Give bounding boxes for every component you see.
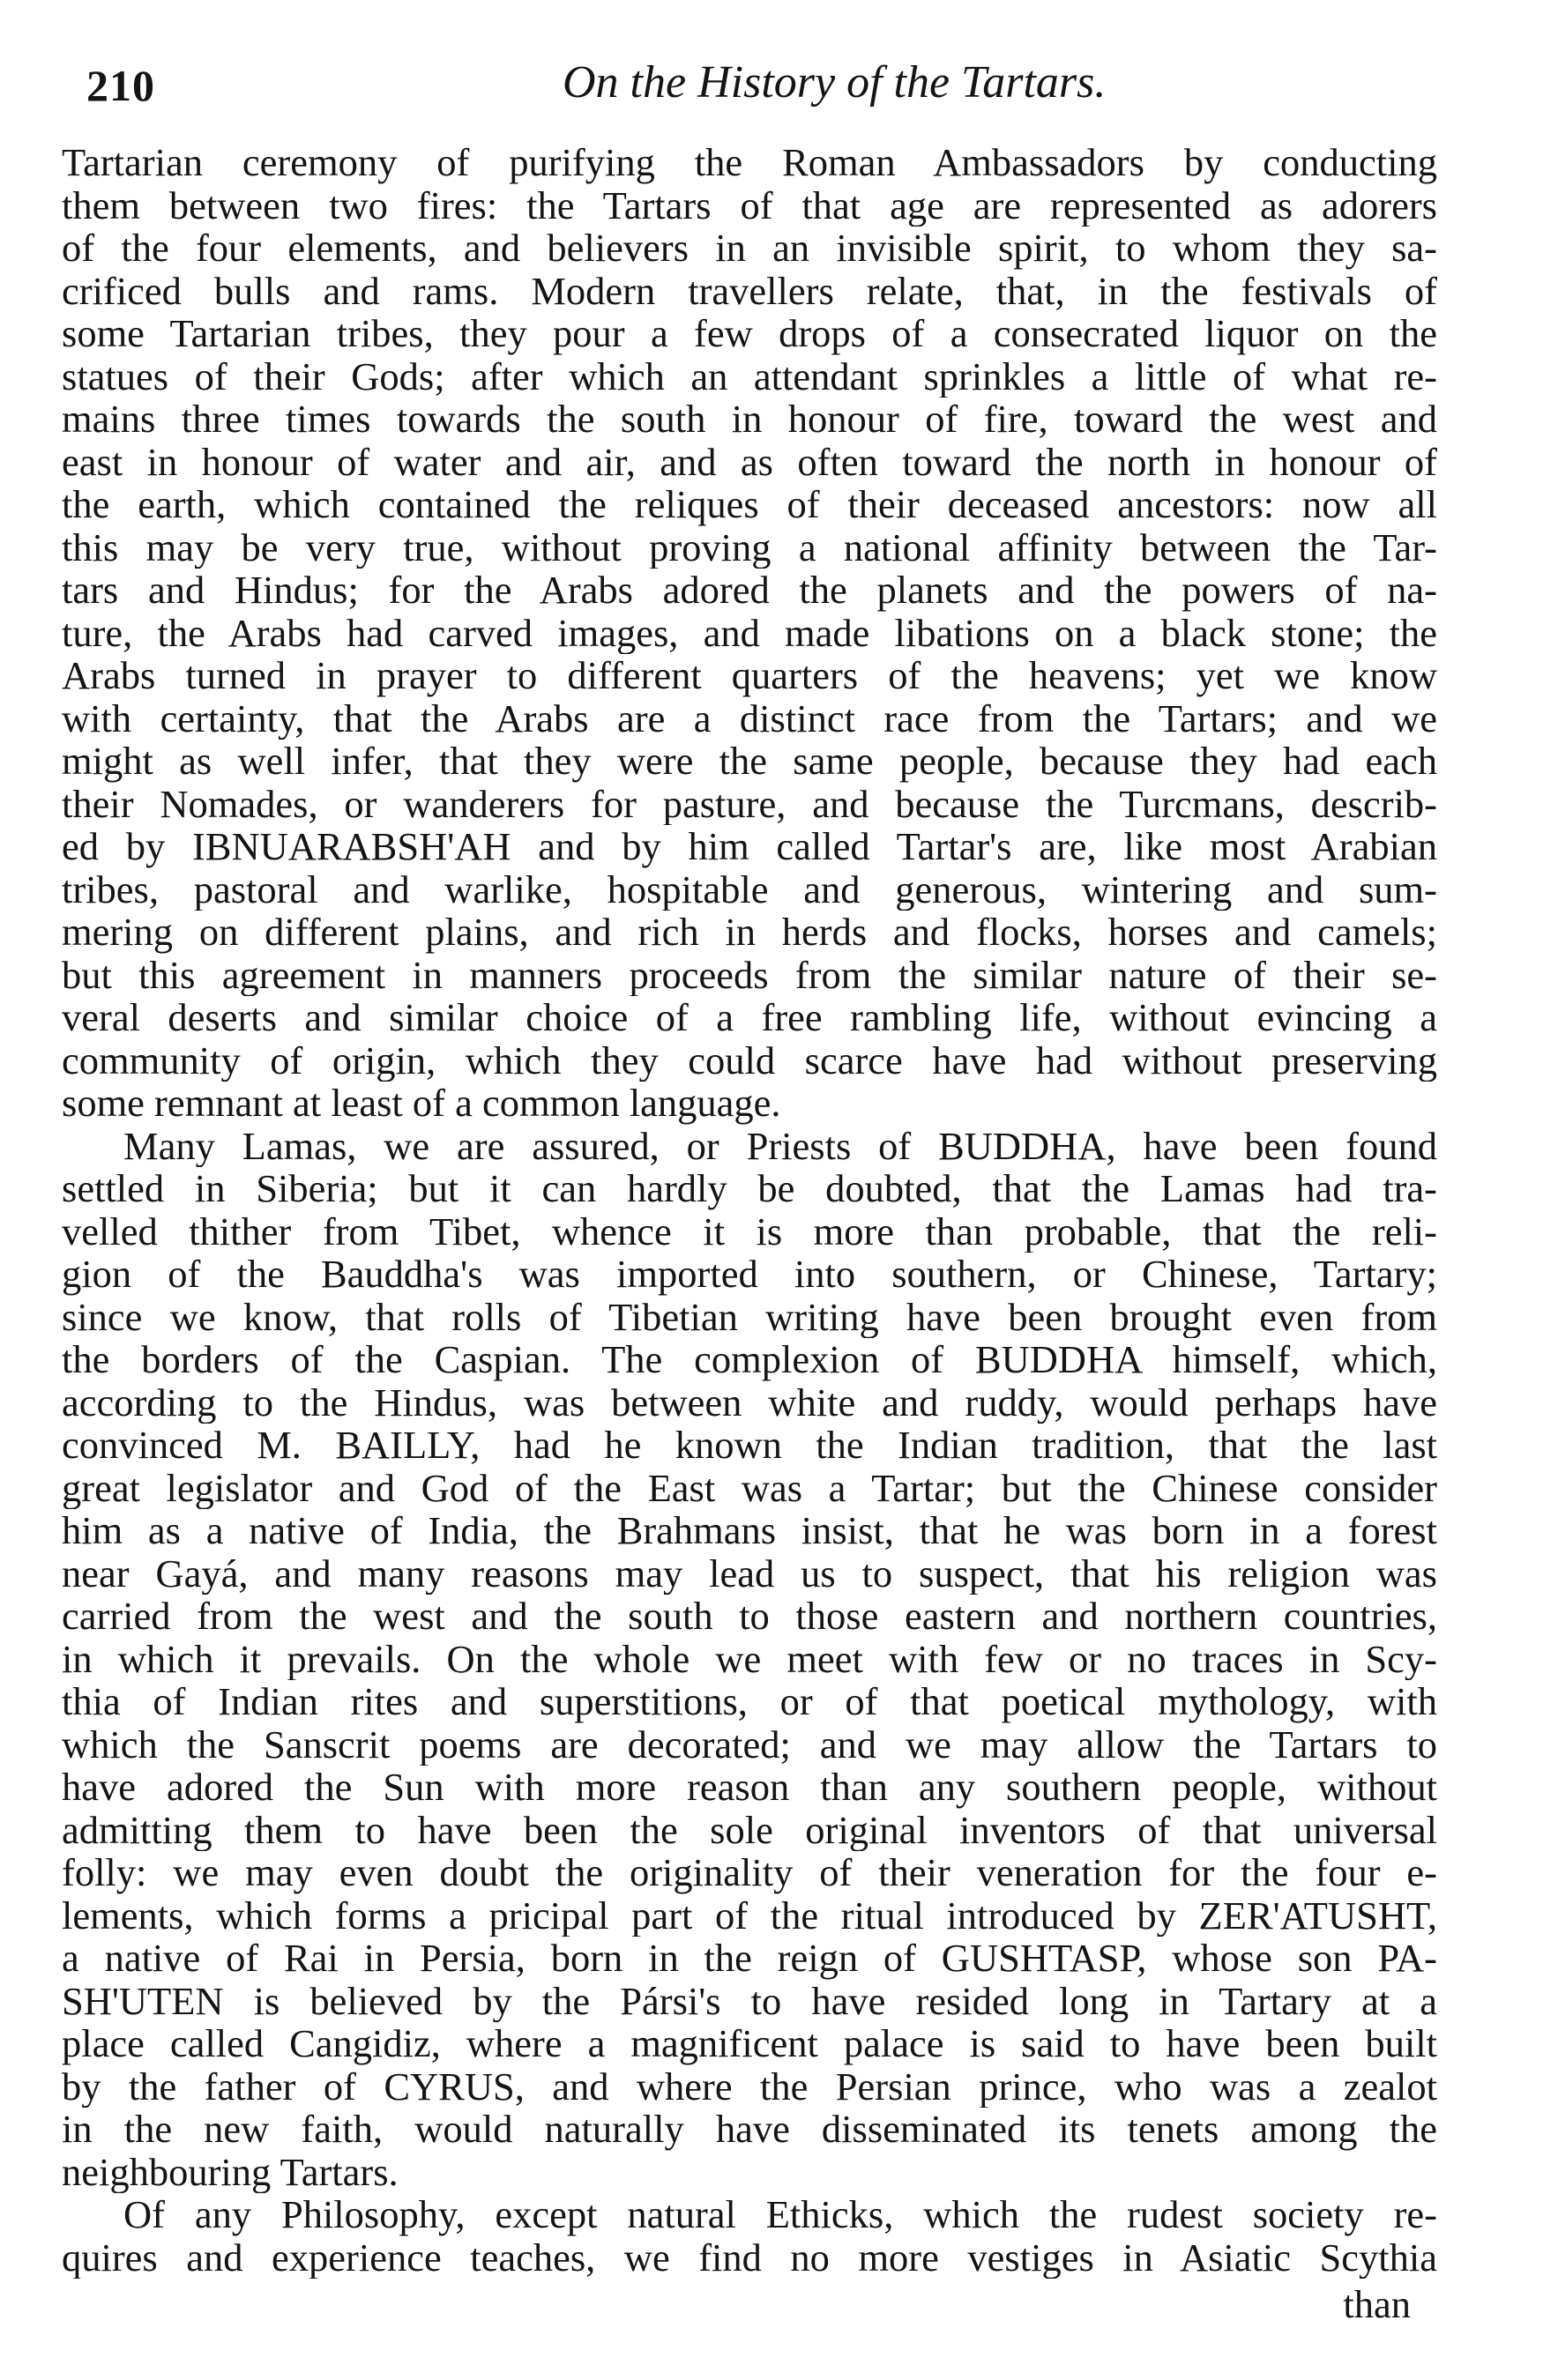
catchword: than xyxy=(1343,2282,1411,2326)
text-line: him as a native of India, the Brahmans insist, that he was born in a forest xyxy=(62,1509,1437,1552)
text-line: them between two fires: the Tartars of that age are represented as adorers xyxy=(62,183,1437,227)
text-line: their Nomades, or wanderers for pasture, and because the Turcmans, describ- xyxy=(62,782,1437,825)
paragraph-first-line: Of any Philosophy, except natural Ethicks, which the rudest society re- xyxy=(123,2193,1437,2236)
text-line: velled thither from Tibet, whence it is more than probable, that the reli- xyxy=(62,1209,1437,1253)
text-line: ture, the Arabs had carved images, and made libations on a black stone; the xyxy=(62,611,1437,654)
text-line: a native of Rai in Persia, born in the reign of GUSHTASP, whose son PA- xyxy=(62,1937,1437,1980)
paragraph-end-line: some remnant at least of a common language. xyxy=(62,1082,781,1125)
text-line: in the new faith, would naturally have disseminated its tenets among the xyxy=(62,2108,1437,2151)
text-line: this may be very true, without proving a national affinity between the Tar- xyxy=(62,525,1437,569)
text-line: some Tartarian tribes, they pour a few drops of a consecrated liquor on the xyxy=(62,312,1437,355)
body-text xyxy=(62,141,1437,2279)
text-line: of the four elements, and believers in an invisible spirit, to whom they sa- xyxy=(62,227,1437,270)
text-line: community of origin, which they could scarce have had without preserving xyxy=(62,1038,1437,1082)
paragraph-first-line: Many Lamas, we are assured, or Priests of BUDDHA, have been found xyxy=(123,1124,1437,1167)
text-line: Tartarian ceremony of purifying the Roman Ambassadors by conducting xyxy=(62,141,1437,184)
text-line: but this agreement in manners proceeds from the similar nature of their se- xyxy=(62,953,1437,996)
text-line: statues of their Gods; after which an attendant sprinkles a little of what re- xyxy=(62,354,1437,398)
text-line: have adored the Sun with more reason than any southern people, without xyxy=(62,1766,1437,1809)
text-line: with certainty, that the Arabs are a distinct race from the Tartars; and we xyxy=(62,696,1437,740)
text-line: near Gayá, and many reasons may lead us to suspect, that his religion was xyxy=(62,1551,1437,1595)
text-line: in which it prevails. On the whole we meet with few or no traces in Scy- xyxy=(62,1637,1437,1680)
text-line: mering on different plains, and rich in herds and flocks, horses and camels; xyxy=(62,911,1437,954)
text-line: mains three times towards the south in honour of fire, toward the west and xyxy=(62,398,1437,441)
text-line: east in honour of water and air, and as often toward the north in honour of xyxy=(62,440,1437,483)
text-line: convinced M. BAILLY, had he known the Indian tradition, that the last xyxy=(62,1424,1437,1467)
text-line: which the Sanscrit poems are decorated; and we may allow the Tartars to xyxy=(62,1722,1437,1766)
text-line: might as well infer, that they were the same people, because they had each xyxy=(62,740,1437,783)
text-line: Arabs turned in prayer to different quarters of the heavens; yet we know xyxy=(62,654,1437,697)
text-line: ed by IBNUARABSH'AH and by him called Tartar's are, like most Arabian xyxy=(62,825,1437,868)
text-line: folly: we may even doubt the originality of their veneration for the four e- xyxy=(62,1851,1437,1894)
text-line: quires and experience teaches, we find no more vestiges in Asiatic Scythia xyxy=(62,2235,1437,2279)
text-line: lements, which forms a pricipal part of the ritual introduced by ZER'ATUSHT, xyxy=(62,1893,1437,1937)
text-line: settled in Siberia; but it can hardly be doubted, that the Lamas had tra- xyxy=(62,1167,1437,1210)
text-line: tars and Hindus; for the Arabs adored the planets and the powers of na- xyxy=(62,569,1437,612)
text-line: the earth, which contained the reliques of their deceased ancestors: now all xyxy=(62,483,1437,526)
text-line: carried from the west and the south to those eastern and northern countries, xyxy=(62,1595,1437,1638)
text-line: crificed bulls and rams. Modern travellers relate, that, in the festivals of xyxy=(62,269,1437,312)
text-line: according to the Hindus, was between white and ruddy, would perhaps have xyxy=(62,1380,1437,1424)
book-page xyxy=(62,53,1437,2327)
text-line: SH'UTEN is believed by the Pársi's to have resided long in Tartary at a xyxy=(62,1979,1437,2022)
text-line: the borders of the Caspian. The complexion of BUDDHA himself, which, xyxy=(62,1338,1437,1381)
running-title: On the History of the Tartars. xyxy=(563,57,1107,108)
text-line: thia of Indian rites and superstitions, or of that poetical mythology, with xyxy=(62,1680,1437,1723)
page-header xyxy=(86,53,1437,129)
text-line: place called Cangidiz, where a magnificent palace is said to have been built xyxy=(62,2022,1437,2065)
text-line: admitting them to have been the sole original inventors of that universal xyxy=(62,1808,1437,1851)
text-line: veral deserts and similar choice of a free rambling life, without evincing a xyxy=(62,996,1437,1039)
text-line: gion of the Bauddha's was imported into southern, or Chinese, Tartary; xyxy=(62,1253,1437,1296)
text-line: tribes, pastoral and warlike, hospitable and generous, wintering and sum- xyxy=(62,867,1437,911)
page-number: 210 xyxy=(86,61,155,110)
text-line: great legislator and God of the East was a Tartar; but the Chinese consider xyxy=(62,1466,1437,1509)
text-line: by the father of CYRUS, and where the Persian prince, who was a zealot xyxy=(62,2064,1437,2108)
text-line: since we know, that rolls of Tibetian writing have been brought even from xyxy=(62,1295,1437,1338)
paragraph-end-line: neighbouring Tartars. xyxy=(62,2150,399,2193)
